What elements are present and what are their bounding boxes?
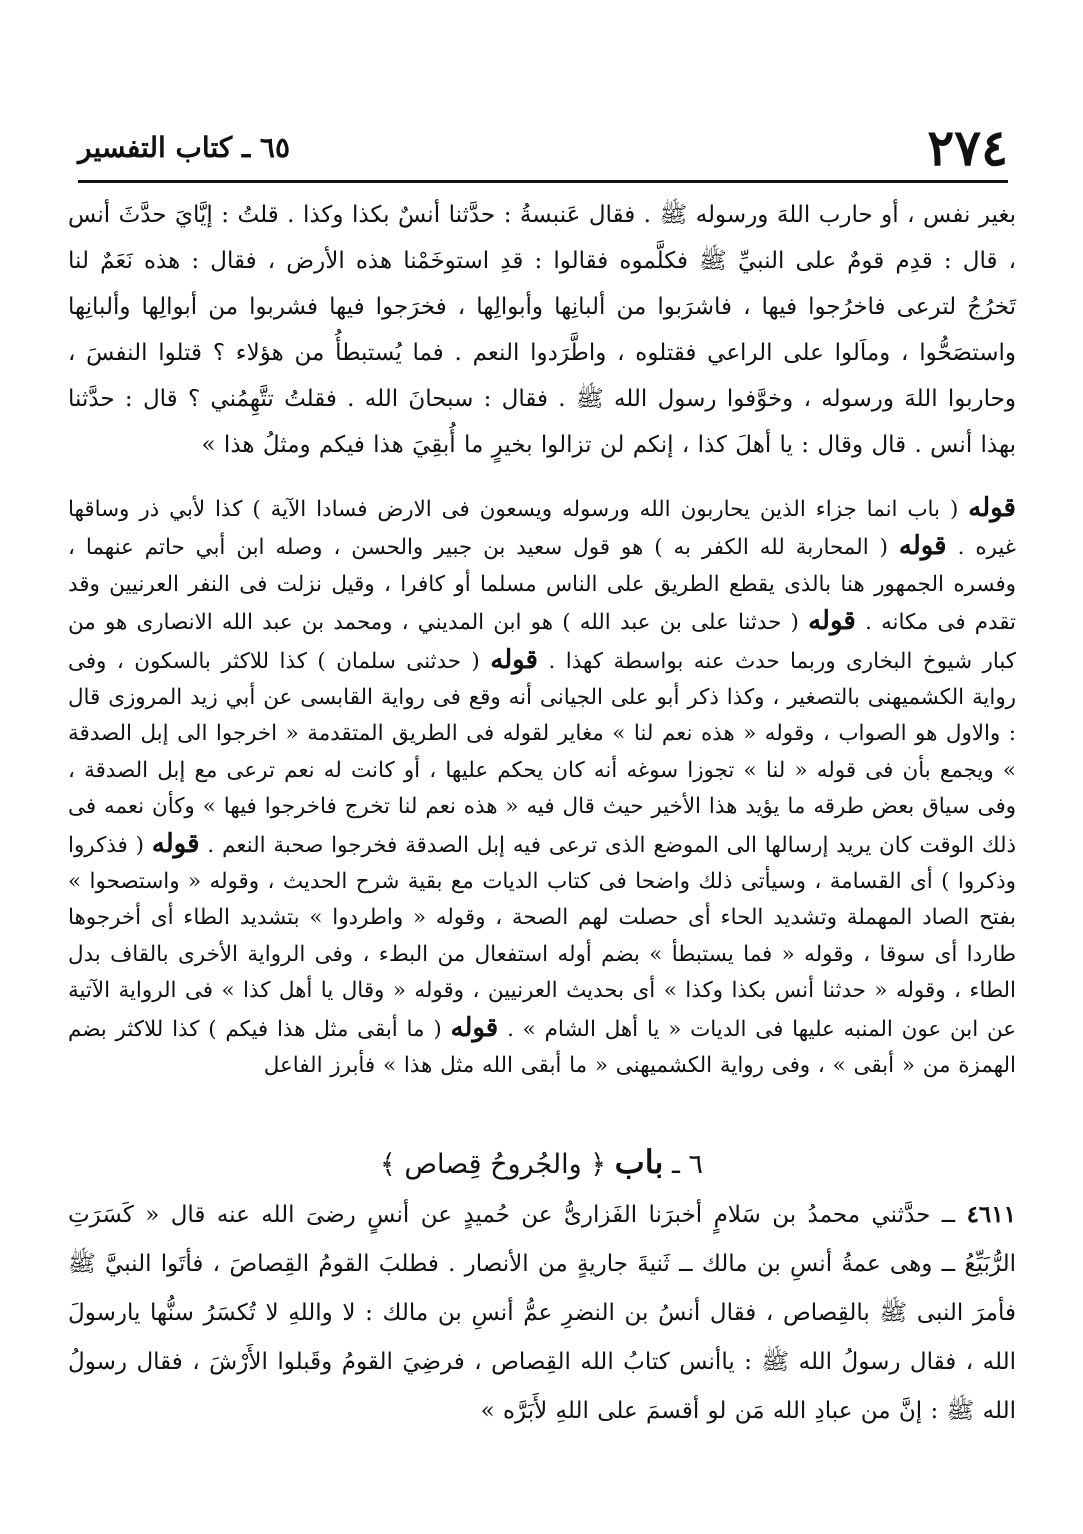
commentary-keyword: قوله (968, 493, 1016, 523)
commentary-keyword: قوله (151, 828, 200, 859)
commentary-keyword: قوله (898, 531, 947, 562)
hadith-4611-text (68, 1190, 1016, 1436)
commentary-segment: ( فذكروا وذكروا ) أى القسامة ، وسيأتى ذلك واضحا فى كتاب الديات مع بقية شرح الحديث ، وقوله « واستصحوا » بفتح الصاد المهملة وتشديد الحاء أى حصلت لهم الصحة ، وقوله « واطردوا » بتشديد الطاء أى أخرجوها طاردا أى سوقا ، وقوله « فما يستبطأ » بضم أوله استفعال من البطء ، وفى الرواية الأخرى بالقاف بدل الطاء ، وقوله « حدثنا أنس بكذا وكذا » أى بحديث العرنيين ، وقوله « وقال يا أهل كذا » فى الرواية الآتية عن ابن عون المنبه عليها فى الديات « يا أهل الشام » . (68, 832, 1017, 1042)
running-title: ٦٥ ـ كتاب التفسير (78, 131, 290, 164)
chapter-heading (0, 1142, 1083, 1185)
commentary-segment: ( حدثنا على بن عبد الله ) هو ابن المديني ، ومحمد بن عبد الله الانصارى هو من كبار شيوخ البخارى وربما حدث عنه بواسطة كهذا . (68, 610, 1016, 674)
hadith-4611 (68, 1190, 1016, 1436)
chapter-number: ٦ (688, 1149, 704, 1180)
commentary-segment: ( ما أبقى مثل هذا فيكم ) كذا للاكثر بضم الهمزة من « أبقى » ، وفى رواية الكشميهنى « ما أبقى الله مثل هذا » فأبرز الفاعل (68, 1016, 1016, 1079)
hadith-number: ٤٦١١ (966, 1201, 1016, 1228)
commentary-segment: ( باب انما جزاء الذين يحاربون الله ورسوله ويسعون فى الارض فسادا الآية ) كذا لأبي ذر وساقها غيره . (68, 497, 1016, 561)
chapter-label: باب (614, 1143, 664, 1181)
commentary-segment: ( حدثنى سلمان ) كذا للاكثر بالسكون ، وفى رواية الكشميهنى بالتصغير ، وكذا ذكر أبو على الجيانى أنه وقع فى رواية القابسى عن أبي زيد المروزى قال : والاول هو الصواب ، وقوله « هذه نعم لنا » مغاير لقوله فى الطريق المتقدمة « اخرجوا الى إبل الصدقة » ويجمع بأن فى قوله « لنا » تجوزا سوغه أنه كان يحكم عليها ، أو كانت له نعم ترعى مع إبل الصدقة ، وفى سياق بعض طرقه ما يؤيد هذا الأخير حيث قال فيه « هذه نعم لنا تخرج فاخرجوا فيها » وكأن نعمه فى ذلك الوقت كان يريد إرسالها الى الموضع الذى ترعى فيه إبل الصدقة فخرجوا صحبة النعم . (68, 648, 1016, 858)
commentary-keyword: قوله (490, 644, 538, 675)
commentary-keyword: قوله (450, 1012, 499, 1043)
commentary (68, 490, 1016, 1085)
page-header (78, 108, 1008, 183)
chapter-dash: ـ (672, 1149, 680, 1180)
page-number: ٢٧٤ (927, 118, 1008, 177)
hadith-continuation-text: بغير نفس ، أو حارب اللهَ ورسوله ﷺ . فقال عَنبسةُ : حدَّثنا أنسٌ بكذا وكذا . قلتُ : إيَّايَ حدَّثَ أنس ، قال : قدِم قومٌ على النبيِّ ﷺ فكلَّموه فقالوا : قدِ استوخَمْنا هذه الأرض ، فقال : هذه نَعَمٌ لنا تَخرُجُ لترعى فاخرُجوا فيها ، فاشرَبوا من ألبانِها وأبوالِها ، فخرَجوا فيها فشربوا من أبوالِها وألبانِها واستصَحُّوا ، وماَلوا على الراعي فقتلوه ، واطَّرَدوا النعم . فما يُستبطأُ من هؤلاء ؟ قتلوا النفسَ ، وحاربوا اللهَ ورسوله ، وخوَّفوا رسول الله ﷺ . فقال : سبحانَ الله . فقلتُ تتَّهِمُني ؟ قال : حدَّثنا بهذا أنس . قال وقال : يا أهلَ كذا ، إنكم لن تزالوا بخيرٍ ما أُبقِيَ هذا فيكم ومثلُ هذا » (68, 202, 1016, 458)
hadith-body: ــ حدَّثني محمدُ بن سَلامٍ أخبرَنا الفَزارىُّ عن حُميدٍ عن أنسٍ رضىَ الله عنه قال « كَسَرَتِ الرُّبَيِّعُ ــ وهى عمةُ أنسِ بن مالك ــ ثَنيةَ جاريةٍ من الأنصار . فطلبَ القومُ القِصاصَ ، فأتَوا النبيَّ ﷺ فأمرَ النبى ﷺ بالقِصاص ، فقال أنسُ بن النضرِ عمُّ أنسِ بن مالك : لا واللهِ لا تُكسَرُ سنُّها يارسولَ الله ، فقال رسولُ الله ﷺ : ياأنس كتابُ الله القِصاص ، فرضِيَ القومُ وقَبلوا الأَرْشَ ، فقال رسولُ الله ﷺ : إنَّ من عبادِ الله مَن لو أقسمَ على اللهِ لأَبَرَّه » (68, 1202, 1016, 1424)
chapter-title: ﴿ والجُروحُ قِصاص ﴾ (379, 1149, 607, 1180)
commentary-keyword: قوله (808, 606, 856, 637)
hadith-continuation (68, 192, 1016, 468)
commentary-segment: ( المحاربة لله الكفر به ) هو قول سعيد بن جبير والحسن ، وصله ابن أبي حاتم عنهما ، وفسره الجمهور هنا بالذى يقطع الطريق على الناس مسلما أو كافرا ، وقيل نزلت فى النفر العرنيين وقد تقدم فى مكانه . (68, 535, 1016, 636)
commentary-text (68, 490, 1016, 1085)
